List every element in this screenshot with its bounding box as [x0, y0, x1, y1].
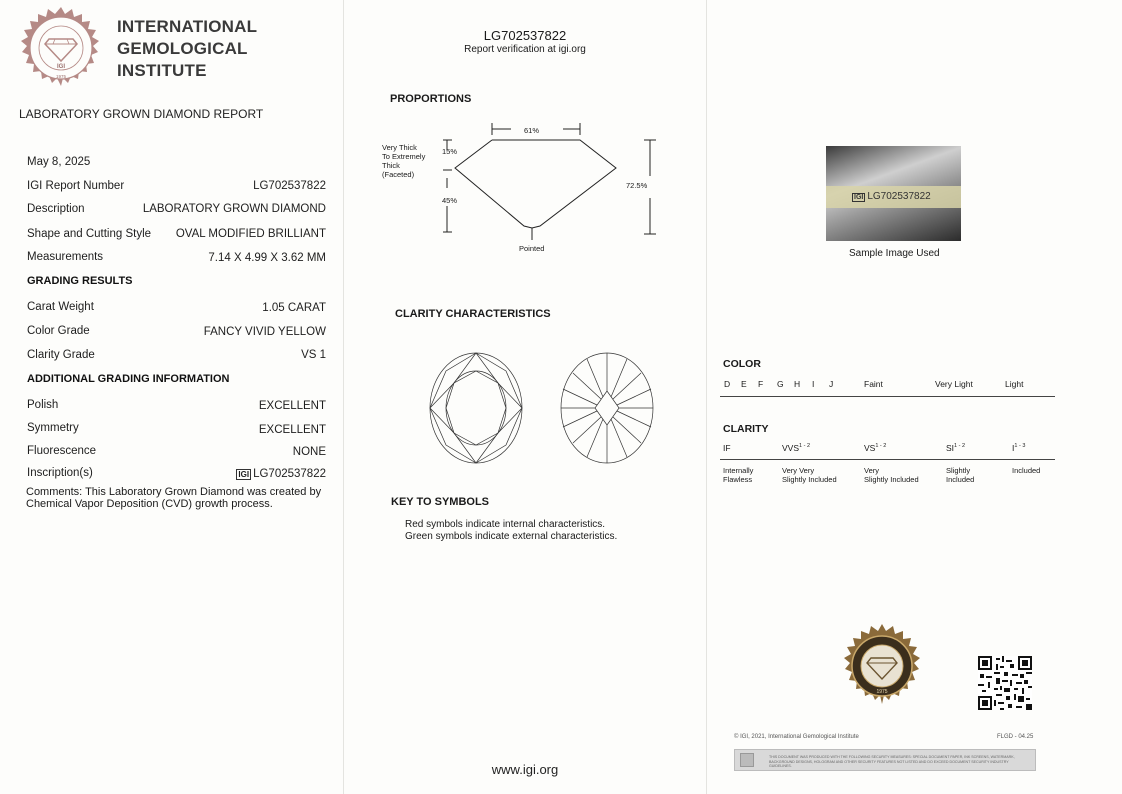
- color-faint: Faint: [864, 379, 883, 389]
- report-title: LABORATORY GROWN DIAMOND REPORT: [19, 107, 264, 121]
- report-date: May 8, 2025: [27, 156, 91, 168]
- clarity-vvs-desc: [782, 466, 837, 484]
- clarity-si: [946, 443, 965, 453]
- crown-percentage: 15%: [442, 147, 458, 156]
- clarity-vvs-desc-1: Very Very: [782, 466, 815, 475]
- report-verification: Report verification at igi.org: [464, 44, 586, 55]
- key-line-red: Red symbols indicate internal characteristics.: [405, 519, 606, 530]
- proportions-panel: [344, 0, 706, 794]
- carat-label: Carat Weight: [27, 301, 94, 313]
- color-grade-label: Color Grade: [27, 325, 90, 337]
- color-light: Light: [1005, 379, 1024, 389]
- clarity-scale-line: [720, 459, 1055, 460]
- inscription-value: [236, 468, 326, 480]
- clarity-vs-desc: [864, 466, 919, 484]
- brand-name: [117, 16, 257, 82]
- clarity-vs-desc-2: Slightly Included: [864, 475, 919, 484]
- pavilion-plot-diagram: [559, 351, 655, 465]
- inscription-number: LG702537822: [253, 468, 326, 480]
- depth-percentage: 72.5%: [626, 181, 648, 190]
- clarity-vs-text: VS: [864, 443, 876, 453]
- clarity-vvs-text: VVS: [782, 443, 800, 453]
- color-e: E: [741, 379, 747, 389]
- girdle-line-4: (Faceted): [382, 170, 415, 179]
- seal-mark: IGI: [56, 64, 66, 70]
- proportions-diagram: [344, 118, 706, 258]
- copyright: © IGI, 2021, International Gemological Institute: [734, 734, 859, 740]
- brand-line-2: GEMOLOGICAL: [117, 39, 248, 58]
- fluorescence-label: Fluorescence: [27, 445, 97, 457]
- girdle-description: [382, 143, 425, 179]
- form-code: FLGD - 04.25: [997, 734, 1034, 740]
- photo-inscription: [852, 191, 931, 202]
- color-f: F: [758, 379, 764, 389]
- key-line-green: Green symbols indicate external characteristics.: [405, 531, 618, 542]
- color-d: D: [724, 379, 731, 389]
- color-scale-heading: COLOR: [723, 358, 761, 370]
- clarity-if-desc: [723, 466, 753, 484]
- clarity-vs-desc-1: Very: [864, 466, 880, 475]
- clarity-si-desc-1: Slightly: [946, 466, 971, 475]
- scales-panel: [707, 0, 1122, 794]
- lock-icon: [740, 753, 754, 767]
- crown-plot-diagram: [428, 351, 524, 465]
- description-value: LABORATORY GROWN DIAMOND: [142, 203, 326, 215]
- color-j: J: [829, 379, 834, 389]
- brand-line-3: INSTITUTE: [117, 61, 207, 80]
- measurements-label: Measurements: [27, 251, 104, 263]
- additional-info-heading: ADDITIONAL GRADING INFORMATION: [27, 373, 230, 385]
- comments: Comments: This Laboratory Grown Diamond was created by Chemical Vapor Deposition (CVD) growth process.: [26, 486, 322, 510]
- clarity-si-desc-2: Included: [946, 475, 975, 484]
- clarity-vvs-range: 1 - 2: [799, 443, 811, 450]
- clarity-si-desc: [946, 466, 974, 484]
- igi-mark-icon: IGI: [238, 470, 250, 479]
- color-g: G: [777, 379, 784, 389]
- symmetry-value: EXCELLENT: [258, 424, 326, 436]
- clarity-vvs: [782, 443, 810, 453]
- clarity-scale-heading: CLARITY: [723, 423, 769, 435]
- middle-report-number: LG702537822: [483, 28, 567, 43]
- gold-seal-year: 1975: [876, 689, 888, 695]
- clarity-i-text: I: [1012, 443, 1015, 453]
- girdle-line-2: To Extremely: [382, 152, 426, 161]
- symmetry-label: Symmetry: [27, 422, 79, 434]
- sample-photo: [826, 146, 961, 241]
- security-text: THIS DOCUMENT WAS PRODUCED WITH THE FOLLOWING SECURITY MEASURES: SPECIAL DOCUMENT PAPER, INK SCREENS, WATERMARK, BACKGROUND DESIGNS, HOLOGRAM AND OTHER SECURITY FEATURES NOT LISTED AND DO EXCEED DOCUMENT SECURITY INDUSTRY GUIDELINES.: [769, 755, 1015, 768]
- clarity-vs: [864, 443, 886, 453]
- clarity-si-text: SI: [946, 443, 955, 453]
- girdle-line-1: Very Thick: [382, 143, 417, 152]
- description-label: Description: [27, 203, 85, 215]
- clarity-vvs-desc-2: Slightly Included: [782, 475, 837, 484]
- clarity-if-desc-1: Internally: [723, 466, 754, 475]
- shape-value: OVAL MODIFIED BRILLIANT: [175, 228, 326, 240]
- color-very-light: Very Light: [935, 379, 973, 389]
- seal-year: 1975: [55, 74, 67, 79]
- photo-inscription-number: LG702537822: [867, 191, 931, 202]
- pavilion-percentage: 45%: [442, 196, 458, 205]
- inscription-label: Inscription(s): [27, 467, 93, 479]
- grading-results-heading: GRADING RESULTS: [27, 275, 133, 287]
- website-link[interactable]: www.igi.org: [491, 762, 559, 777]
- polish-label: Polish: [27, 399, 59, 411]
- carat-value: 1.05 CARAT: [262, 302, 326, 314]
- clarity-if: IF: [723, 443, 731, 453]
- clarity-i-range: 1 - 3: [1014, 443, 1026, 450]
- measurements-value: 7.14 X 4.99 X 3.62 MM: [208, 252, 326, 264]
- key-to-symbols-heading: KEY TO SYMBOLS: [391, 496, 490, 508]
- fluorescence-value: NONE: [292, 446, 326, 458]
- table-percentage: 61%: [524, 126, 540, 135]
- igi-seal-logo: [18, 6, 104, 92]
- color-h: H: [794, 379, 801, 389]
- report-number-label: IGI Report Number: [27, 180, 125, 192]
- clarity-si-range: 1 - 2: [954, 443, 966, 450]
- gold-seal-hologram: [837, 623, 927, 713]
- clarity-grade-value: VS 1: [301, 349, 326, 361]
- qr-code[interactable]: [978, 656, 1032, 710]
- report-number-value: LG702537822: [253, 180, 326, 192]
- color-i: I: [812, 379, 815, 389]
- report-details-panel: [0, 0, 343, 794]
- clarity-if-desc-2: Flawless: [723, 475, 753, 484]
- clarity-i: [1012, 443, 1025, 453]
- clarity-characteristics-heading: CLARITY CHARACTERISTICS: [395, 308, 551, 320]
- clarity-grade-label: Clarity Grade: [27, 349, 95, 361]
- photo-caption: Sample Image Used: [849, 248, 940, 259]
- girdle-line-3: Thick: [382, 161, 400, 170]
- clarity-vs-range: 1 - 2: [875, 443, 887, 450]
- proportions-heading: PROPORTIONS: [390, 93, 472, 105]
- brand-line-1: INTERNATIONAL: [117, 17, 258, 36]
- security-features-strip: [734, 749, 1036, 771]
- color-grade-value: FANCY VIVID YELLOW: [203, 326, 326, 338]
- color-scale-line: [720, 396, 1055, 397]
- polish-value: EXCELLENT: [258, 400, 326, 412]
- culet-label: Pointed: [519, 244, 545, 253]
- shape-label: Shape and Cutting Style: [27, 228, 152, 240]
- clarity-i-desc: Included: [1012, 466, 1041, 475]
- igi-mark-icon: IGI: [854, 194, 864, 201]
